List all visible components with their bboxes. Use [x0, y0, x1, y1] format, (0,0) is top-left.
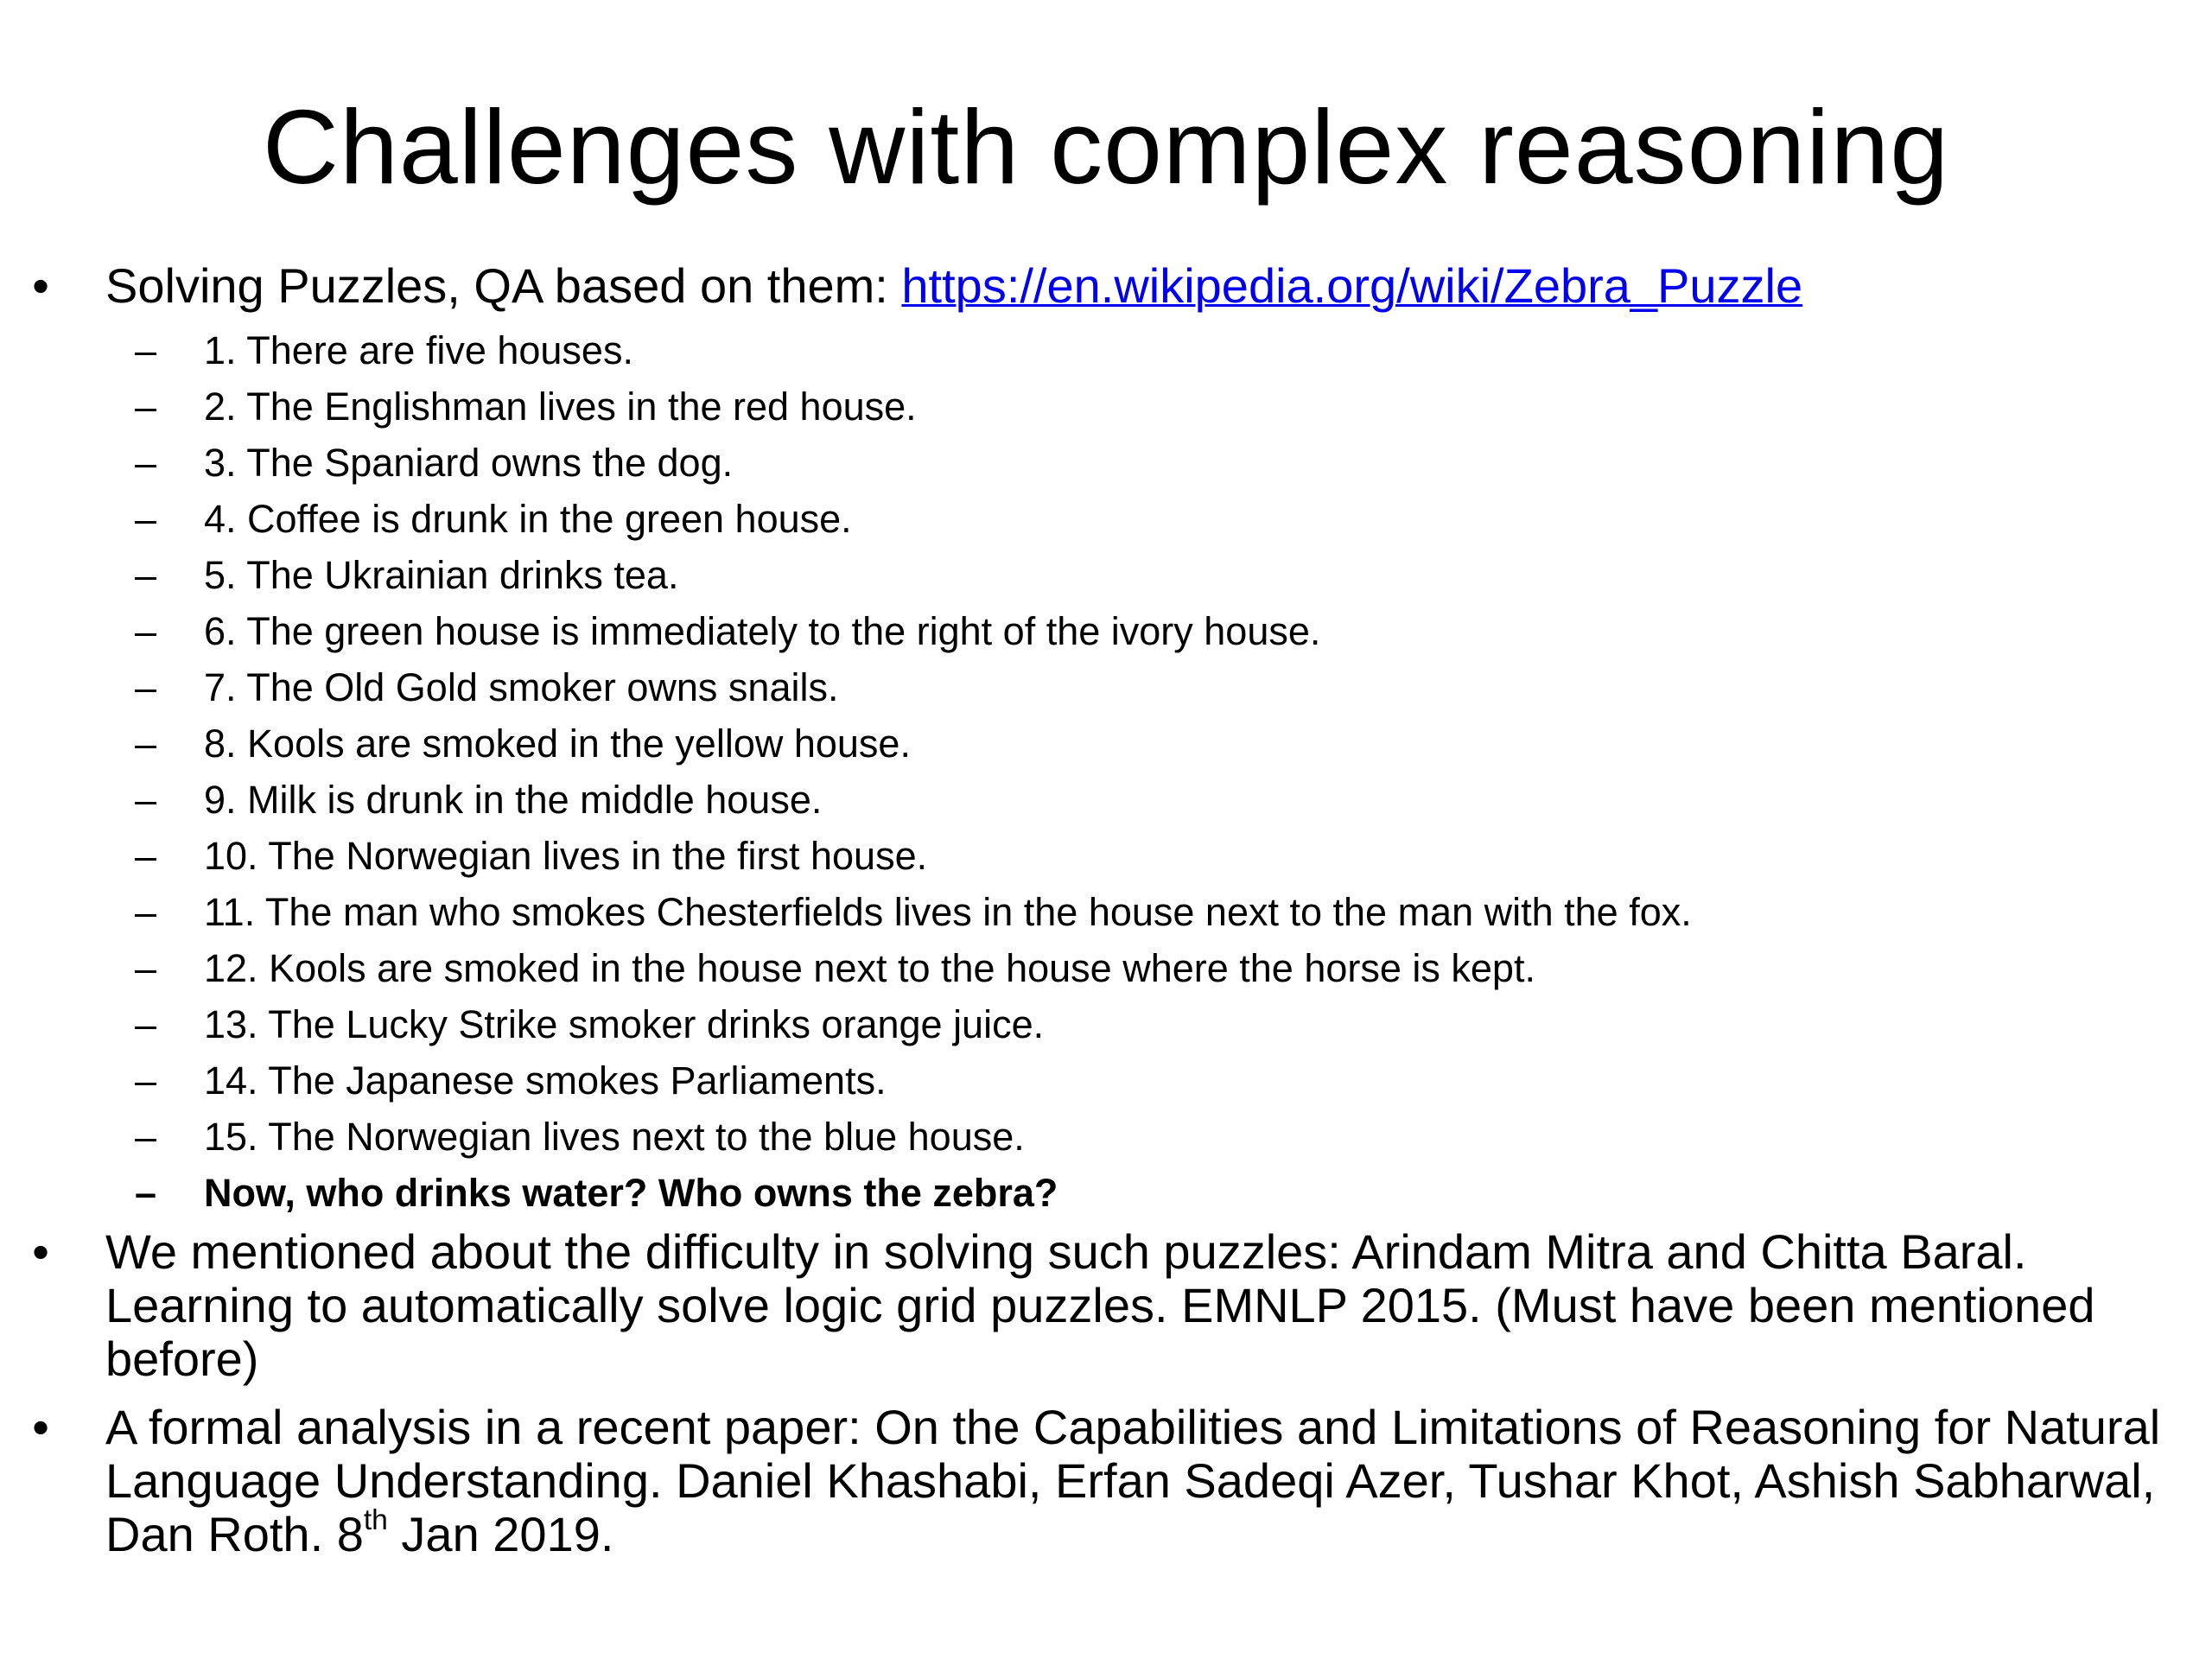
dash-icon: – [135, 1115, 157, 1159]
clue-item [135, 497, 852, 541]
zebra-puzzle-link[interactable]: https://en.wikipedia.org/wiki/Zebra_Puzzle [901, 258, 1803, 313]
bullet-formal-analysis-date: Jan 2019. [387, 1507, 614, 1561]
clue-item [135, 1002, 1045, 1046]
clue-item [135, 1115, 1025, 1159]
clue-item [135, 609, 1321, 653]
clue-text: 5. The Ukrainian drinks tea. [204, 553, 679, 597]
dash-icon: – [135, 609, 157, 653]
slide-title: Challenges with complex reasoning [262, 88, 1950, 206]
clue-text: 11. The man who smokes Chesterfields lives in the house next to the man with the fox. [204, 890, 1692, 934]
bullet-formal-analysis [32, 1400, 2162, 1561]
dash-icon: – [135, 946, 157, 990]
clue-item [135, 665, 839, 709]
bullet-icon: • [32, 1400, 49, 1454]
dash-icon: – [135, 1002, 157, 1046]
dash-icon: – [135, 1171, 157, 1215]
dash-icon: – [135, 497, 157, 541]
clue-item [135, 834, 928, 878]
dash-icon: – [135, 778, 157, 822]
bullet-icon: • [32, 258, 49, 313]
clue-item [135, 1058, 887, 1103]
bullet-icon: • [32, 1224, 49, 1279]
clue-text: 13. The Lucky Strike smoker drinks orange juice. [204, 1002, 1045, 1046]
clue-text: 8. Kools are smoked in the yellow house. [204, 721, 911, 766]
bullet-formal-analysis-text: A formal analysis in a recent paper: On the Capabilities and Limitations of Reasoning for Natural Language Understanding. Daniel Khashabi, Erfan Sadeqi Azer, Tushar Khot, Ashish Sabharwal, Dan Roth. 8 [105, 1400, 2161, 1561]
dash-icon: – [135, 834, 157, 878]
clue-text: 3. The Spaniard owns the dog. [204, 441, 734, 485]
ordinal-suffix: th [363, 1503, 388, 1536]
puzzle-question [135, 1171, 1058, 1215]
clue-text: 6. The green house is immediately to the right of the ivory house. [204, 609, 1321, 653]
clue-item [135, 385, 917, 429]
clue-item [135, 721, 911, 766]
question-text: Now, who drinks water? Who owns the zebra? [204, 1171, 1058, 1215]
dash-icon: – [135, 385, 157, 429]
clue-text: 2. The Englishman lives in the red house. [204, 385, 917, 429]
clue-item [135, 441, 734, 485]
dash-icon: – [135, 553, 157, 597]
dash-icon: – [135, 441, 157, 485]
bullet-puzzles-text: Solving Puzzles, QA based on them: [105, 258, 902, 313]
dash-icon: – [135, 721, 157, 766]
clue-text: 4. Coffee is drunk in the green house. [204, 497, 852, 541]
bullet-difficulty-text: We mentioned about the difficulty in solving such puzzles: Arindam Mitra and Chitta Baral. Learning to automatically solve logic grid puzzles. EMNLP 2015. (Must have been mentioned before) [105, 1224, 2095, 1386]
dash-icon: – [135, 665, 157, 709]
clue-text: 14. The Japanese smokes Parliaments. [204, 1058, 887, 1103]
clue-text: 7. The Old Gold smoker owns snails. [204, 665, 839, 709]
clue-text: 15. The Norwegian lives next to the blue house. [204, 1115, 1025, 1159]
clue-text: 9. Milk is drunk in the middle house. [204, 778, 823, 822]
bullet-difficulty [32, 1224, 2162, 1386]
dash-icon: – [135, 1058, 157, 1103]
bullet-puzzles [32, 258, 2162, 313]
clue-item [135, 946, 1535, 990]
clue-item [135, 778, 823, 822]
clue-text: 1. There are five houses. [204, 328, 633, 372]
dash-icon: – [135, 328, 157, 372]
clue-text: 10. The Norwegian lives in the first house. [204, 834, 928, 878]
clue-item [135, 553, 679, 597]
clue-item [135, 328, 633, 372]
dash-icon: – [135, 890, 157, 934]
clue-item [135, 890, 1692, 934]
clue-text: 12. Kools are smoked in the house next to the house where the horse is kept. [204, 946, 1535, 990]
